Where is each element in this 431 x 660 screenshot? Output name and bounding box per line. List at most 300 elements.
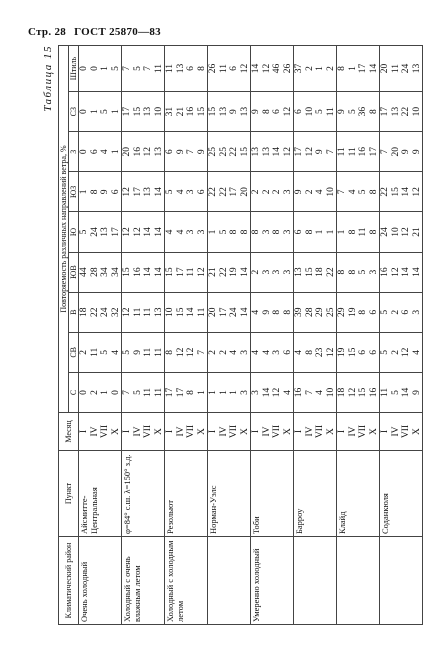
month-value: IV — [218, 426, 229, 437]
frequency-value: 20 — [390, 147, 401, 157]
table-body — [79, 46, 423, 625]
frequency-value: 8 — [358, 309, 368, 315]
frequency-cell — [165, 46, 208, 92]
frequency-value: 13 — [143, 106, 153, 117]
frequency-value: 8 — [165, 349, 175, 355]
direction-header: СВ — [69, 332, 79, 372]
point-cell: Клайд — [337, 451, 380, 537]
frequency-value: 17 — [229, 187, 239, 197]
frequency-value: 39 — [294, 307, 304, 317]
frequency-cell — [380, 92, 423, 132]
month-value: X — [196, 428, 207, 435]
frequency-value: 1 — [315, 229, 325, 235]
frequency-cell — [208, 332, 251, 372]
frequency-value: 8 — [347, 229, 358, 235]
frequency-value: 14 — [239, 267, 250, 277]
frequency-value: 5 — [100, 349, 110, 355]
frequency-cell — [165, 372, 208, 412]
frequency-value: 7 — [380, 149, 390, 155]
month-value: X — [239, 428, 250, 435]
frequency-value: 15 — [175, 307, 186, 317]
frequency-value: 11 — [153, 347, 164, 357]
frequency-value: 21 — [411, 227, 422, 237]
frequency-value: 3 — [196, 229, 207, 235]
frequency-value: 9 — [294, 189, 304, 195]
frequency-value: 1 — [229, 390, 239, 395]
frequency-cell — [251, 132, 294, 172]
frequency-value: 12 — [325, 347, 336, 358]
frequency-cell — [165, 132, 208, 172]
frequency-value: 4 — [315, 390, 325, 395]
frequency-cell — [122, 92, 165, 132]
col-group-header: Повторяемость различных направлений ветра, % — [59, 46, 69, 413]
frequency-value: 11 — [89, 347, 100, 357]
frequency-cell — [294, 292, 337, 332]
frequency-value: 1 — [315, 66, 325, 71]
point-cell: Соданкюля — [380, 451, 423, 537]
frequency-value: 9 — [100, 189, 110, 195]
frequency-value: 15 — [347, 347, 358, 358]
frequency-cell — [79, 372, 122, 412]
frequency-cell — [122, 332, 165, 372]
month-value: VII — [186, 424, 196, 439]
frequency-value: 25 — [325, 307, 336, 317]
frequency-cell — [165, 292, 208, 332]
frequency-value: 16 — [132, 267, 143, 277]
frequency-value: 37 — [294, 63, 304, 74]
frequency-value: 10 — [325, 387, 336, 398]
month-value: I — [380, 429, 390, 434]
frequency-cell — [337, 46, 380, 92]
frequency-value: 16 — [358, 147, 368, 157]
frequency-value: 15 — [165, 267, 175, 277]
table-row — [294, 46, 337, 625]
frequency-value: 7 — [196, 349, 207, 355]
frequency-value: 11 — [325, 107, 336, 117]
frequency-value: 15 — [122, 267, 132, 277]
table-row — [208, 46, 251, 625]
month-value: VII — [315, 424, 325, 439]
frequency-cell — [79, 212, 122, 252]
frequency-value: 9 — [401, 149, 411, 155]
frequency-cell — [79, 252, 122, 292]
month-value: VII — [272, 424, 282, 439]
frequency-value: 11 — [153, 63, 164, 74]
frequency-cell — [380, 372, 423, 412]
frequency-value: 4 — [165, 229, 175, 235]
frequency-value: 17 — [132, 187, 143, 197]
frequency-value: 0 — [79, 390, 89, 395]
frequency-value: 1 — [100, 390, 110, 395]
frequency-value: 2 — [251, 189, 261, 195]
frequency-value: 9 — [315, 149, 325, 155]
climate-region-cell: Холодный с очень влажным летом — [122, 537, 165, 625]
frequency-value: 9 — [229, 109, 239, 115]
frequency-cell — [294, 46, 337, 92]
frequency-value: 17 — [218, 307, 229, 317]
frequency-value: 6 — [196, 189, 207, 195]
frequency-value: 11 — [380, 387, 390, 398]
frequency-value: 10 — [153, 106, 164, 117]
standard-code: ГОСТ 25870—83 — [74, 26, 161, 38]
month-value: X — [368, 428, 379, 435]
frequency-value: 13 — [175, 63, 186, 74]
point-cell: Резольют — [165, 451, 208, 537]
frequency-value: 3 — [261, 229, 272, 235]
frequency-value: 7 — [337, 189, 347, 195]
direction-header: З — [69, 132, 79, 172]
frequency-value: 20 — [380, 63, 390, 74]
frequency-cell — [294, 92, 337, 132]
table-row — [79, 46, 122, 625]
frequency-value: 10 — [390, 227, 401, 237]
month-value: X — [411, 428, 422, 435]
frequency-value: 12 — [401, 347, 411, 358]
climate-region-cell: Умеренно холодный — [251, 537, 294, 625]
month-value: IV — [261, 426, 272, 437]
frequency-value: 20 — [208, 307, 218, 317]
frequency-value: 14 — [411, 267, 422, 277]
frequency-value: 28 — [304, 307, 315, 317]
frequency-value: 11 — [358, 227, 368, 237]
frequency-value: 0 — [110, 390, 121, 395]
table-header-row — [59, 46, 69, 625]
frequency-value: 2 — [272, 189, 282, 195]
frequency-value: 16 — [368, 387, 379, 398]
frequency-value: 20 — [239, 187, 250, 197]
frequency-value: 9 — [411, 390, 422, 395]
frequency-value: 1 — [79, 189, 89, 195]
frequency-value: 2 — [251, 269, 261, 275]
frequency-value: 10 — [165, 307, 175, 317]
frequency-value: 17 — [110, 227, 121, 237]
frequency-value: 8 — [272, 229, 282, 235]
frequency-value: 19 — [229, 267, 239, 277]
frequency-value: 5 — [122, 349, 132, 355]
frequency-value: 31 — [165, 106, 175, 117]
frequency-value: 14 — [239, 307, 250, 317]
frequency-value: 15 — [196, 106, 207, 117]
frequency-value: 16 — [132, 147, 143, 157]
climate-region-cell — [380, 537, 423, 625]
frequency-value: 13 — [261, 147, 272, 157]
frequency-value: 9 — [175, 149, 186, 155]
frequency-value: 18 — [315, 267, 325, 277]
frequency-value: 21 — [208, 267, 218, 277]
frequency-cell — [337, 92, 380, 132]
frequency-value: 8 — [337, 66, 347, 71]
frequency-cell — [380, 46, 423, 92]
frequency-value: 34 — [110, 267, 121, 277]
frequency-value: 8 — [347, 269, 358, 275]
frequency-value: 5 — [390, 390, 401, 395]
month-cell — [208, 413, 251, 451]
frequency-value: 8 — [261, 109, 272, 115]
frequency-value: 5 — [79, 229, 89, 235]
frequency-value: 14 — [143, 267, 153, 277]
month-value: I — [251, 429, 261, 434]
frequency-value: 8 — [282, 309, 293, 315]
month-value: VII — [401, 424, 411, 439]
frequency-value: 21 — [175, 106, 186, 117]
frequency-value: 13 — [153, 147, 164, 157]
frequency-value: 8 — [337, 269, 347, 275]
frequency-value: 8 — [272, 309, 282, 315]
frequency-value: 2 — [304, 189, 315, 195]
point-cell: Барроу — [294, 451, 337, 537]
page-number: Стр. 28 — [28, 26, 67, 38]
frequency-cell — [294, 332, 337, 372]
month-cell — [122, 413, 165, 451]
frequency-value: 24 — [380, 227, 390, 237]
frequency-value: 22 — [218, 267, 229, 277]
frequency-value: 12 — [272, 387, 282, 398]
frequency-value: 6 — [229, 66, 239, 71]
frequency-value: 13 — [100, 227, 110, 237]
frequency-cell — [294, 252, 337, 292]
frequency-value: 12 — [186, 347, 196, 358]
month-value: I — [165, 429, 175, 434]
frequency-value: 3 — [368, 269, 379, 275]
frequency-value: 6 — [165, 149, 175, 155]
frequency-value: 14 — [368, 63, 379, 74]
frequency-cell — [122, 132, 165, 172]
month-value: IV — [132, 426, 143, 437]
frequency-cell — [380, 332, 423, 372]
frequency-value: 3 — [239, 349, 250, 355]
frequency-value: 3 — [239, 390, 250, 395]
frequency-value: 12 — [122, 227, 132, 237]
frequency-value: 17 — [294, 147, 304, 157]
frequency-value: 6 — [368, 309, 379, 315]
frequency-value: 14 — [153, 227, 164, 237]
frequency-value: 12 — [411, 187, 422, 197]
frequency-value: 7 — [122, 390, 132, 395]
frequency-value: 12 — [122, 187, 132, 197]
frequency-value: 11 — [143, 347, 153, 357]
direction-header: СЗ — [69, 92, 79, 132]
frequency-cell — [294, 212, 337, 252]
frequency-value: 2 — [89, 390, 100, 395]
frequency-cell — [294, 372, 337, 412]
frequency-value: 4 — [110, 349, 121, 355]
frequency-value: 3 — [272, 349, 282, 355]
frequency-value: 4 — [251, 309, 261, 315]
frequency-value: 8 — [251, 229, 261, 235]
frequency-value: 12 — [239, 63, 250, 74]
frequency-value: 17 — [122, 106, 132, 117]
frequency-value: 0 — [79, 149, 89, 155]
frequency-value: 26 — [208, 63, 218, 74]
frequency-value: 22 — [380, 187, 390, 197]
rotated-table-block — [40, 45, 422, 625]
frequency-value: 5 — [100, 109, 110, 115]
climate-region-cell — [294, 537, 337, 625]
frequency-value: 11 — [153, 387, 164, 398]
table-row — [251, 46, 294, 625]
month-value: VII — [229, 424, 239, 439]
frequency-value: 2 — [390, 309, 401, 315]
col-month-header: Месяц — [59, 413, 79, 451]
frequency-cell — [337, 132, 380, 172]
frequency-cell — [208, 132, 251, 172]
frequency-value: 6 — [401, 309, 411, 315]
frequency-value: 4 — [261, 349, 272, 355]
frequency-cell — [251, 252, 294, 292]
month-cell — [165, 413, 208, 451]
frequency-value: 15 — [358, 387, 368, 398]
climate-region-cell: Очень холодный — [79, 537, 122, 625]
frequency-value: 3 — [282, 229, 293, 235]
frequency-value: 5 — [218, 229, 229, 235]
frequency-value: 5 — [165, 189, 175, 195]
frequency-value: 3 — [186, 229, 196, 235]
frequency-value: 11 — [132, 307, 143, 317]
table-row — [122, 46, 165, 625]
frequency-value: 1 — [110, 149, 121, 155]
table-row — [380, 46, 423, 625]
frequency-value: 6 — [186, 66, 196, 71]
frequency-value: 22 — [208, 187, 218, 197]
frequency-cell — [380, 132, 423, 172]
month-value: I — [337, 429, 347, 434]
frequency-value: 0 — [79, 66, 89, 71]
frequency-value: 15 — [390, 187, 401, 197]
frequency-value: 20 — [122, 147, 132, 157]
frequency-value: 44 — [79, 267, 89, 277]
frequency-value: 1 — [218, 390, 229, 395]
frequency-value: 13 — [390, 106, 401, 117]
frequency-cell — [165, 172, 208, 212]
frequency-cell — [380, 212, 423, 252]
month-value: I — [208, 429, 218, 434]
frequency-value: 6 — [358, 349, 368, 355]
frequency-value: 11 — [186, 267, 196, 277]
frequency-value: 5 — [110, 66, 121, 71]
frequency-value: 24 — [89, 227, 100, 237]
frequency-value: 12 — [347, 387, 358, 398]
point-cell: Тоби — [251, 451, 294, 537]
frequency-value: 22 — [229, 147, 239, 157]
point-cell: Айсмитте- Центральная — [79, 451, 122, 537]
frequency-value: 4 — [229, 349, 239, 355]
frequency-cell — [208, 212, 251, 252]
frequency-value: 2 — [218, 349, 229, 355]
frequency-value: 12 — [143, 147, 153, 157]
month-value: X — [282, 428, 293, 435]
frequency-value: 4 — [251, 349, 261, 355]
frequency-value: 11 — [165, 63, 175, 74]
frequency-value: 5 — [132, 66, 143, 71]
frequency-cell — [294, 132, 337, 172]
frequency-value: 28 — [89, 267, 100, 277]
frequency-cell — [208, 372, 251, 412]
frequency-value: 22 — [325, 267, 336, 277]
frequency-value: 12 — [261, 63, 272, 74]
frequency-value: 24 — [229, 307, 239, 317]
frequency-cell — [337, 172, 380, 212]
frequency-value: 8 — [229, 229, 239, 235]
frequency-value: 14 — [401, 267, 411, 277]
month-value: IV — [304, 426, 315, 437]
frequency-value: 13 — [251, 147, 261, 157]
frequency-value: 11 — [218, 63, 229, 74]
climate-region-cell: Холодный с холодным летом — [165, 537, 208, 625]
frequency-cell — [251, 92, 294, 132]
frequency-cell — [337, 212, 380, 252]
frequency-value: 17 — [380, 106, 390, 117]
point-cell: φ=84° с.ш. λ=150° з.д. — [122, 451, 165, 537]
month-value: IV — [347, 426, 358, 437]
frequency-value: 13 — [153, 307, 164, 317]
frequency-cell — [79, 172, 122, 212]
frequency-value: 13 — [411, 63, 422, 74]
frequency-value: 4 — [282, 390, 293, 395]
frequency-cell — [208, 46, 251, 92]
frequency-cell — [79, 132, 122, 172]
frequency-value: 14 — [153, 267, 164, 277]
frequency-value: 8 — [89, 189, 100, 195]
frequency-cell — [337, 252, 380, 292]
frequency-value: 1 — [208, 229, 218, 235]
frequency-value: 3 — [272, 269, 282, 275]
direction-header: С — [69, 372, 79, 412]
month-cell — [294, 413, 337, 451]
frequency-cell — [122, 46, 165, 92]
frequency-value: 22 — [89, 307, 100, 317]
frequency-value: 4 — [294, 349, 304, 355]
month-value: VII — [100, 424, 110, 439]
frequency-value: 14 — [261, 387, 272, 398]
frequency-value: 0 — [79, 109, 89, 115]
frequency-value: 12 — [122, 307, 132, 317]
frequency-value: 8 — [304, 229, 315, 235]
frequency-value: 4 — [315, 189, 325, 195]
wind-frequency-table — [58, 45, 423, 625]
frequency-value: 14 — [272, 147, 282, 157]
point-cell: Норман-Уэлс — [208, 451, 251, 537]
frequency-value: 5 — [347, 109, 358, 115]
frequency-value: 5 — [132, 390, 143, 395]
frequency-value: 12 — [401, 227, 411, 237]
frequency-value: 12 — [282, 106, 293, 117]
frequency-value: 3 — [186, 189, 196, 195]
frequency-value: 2 — [390, 349, 401, 355]
frequency-value: 2 — [261, 189, 272, 195]
frequency-value: 29 — [315, 307, 325, 317]
frequency-value: 8 — [239, 229, 250, 235]
frequency-value: 3 — [411, 309, 422, 315]
frequency-value: 36 — [358, 106, 368, 117]
frequency-cell — [251, 332, 294, 372]
direction-header: В — [69, 292, 79, 332]
frequency-value: 11 — [196, 307, 207, 317]
frequency-value: 22 — [401, 106, 411, 117]
frequency-value: 16 — [380, 267, 390, 277]
frequency-value: 10 — [304, 106, 315, 117]
frequency-cell — [165, 332, 208, 372]
frequency-value: 15 — [208, 106, 218, 117]
frequency-value: 25 — [218, 147, 229, 157]
frequency-value: 1 — [208, 390, 218, 395]
direction-header: Ю — [69, 212, 79, 252]
frequency-value: 13 — [143, 187, 153, 197]
frequency-cell — [165, 212, 208, 252]
frequency-value: 8 — [368, 229, 379, 235]
frequency-cell — [165, 252, 208, 292]
frequency-value: 15 — [132, 106, 143, 117]
direction-header: ЮЗ — [69, 172, 79, 212]
